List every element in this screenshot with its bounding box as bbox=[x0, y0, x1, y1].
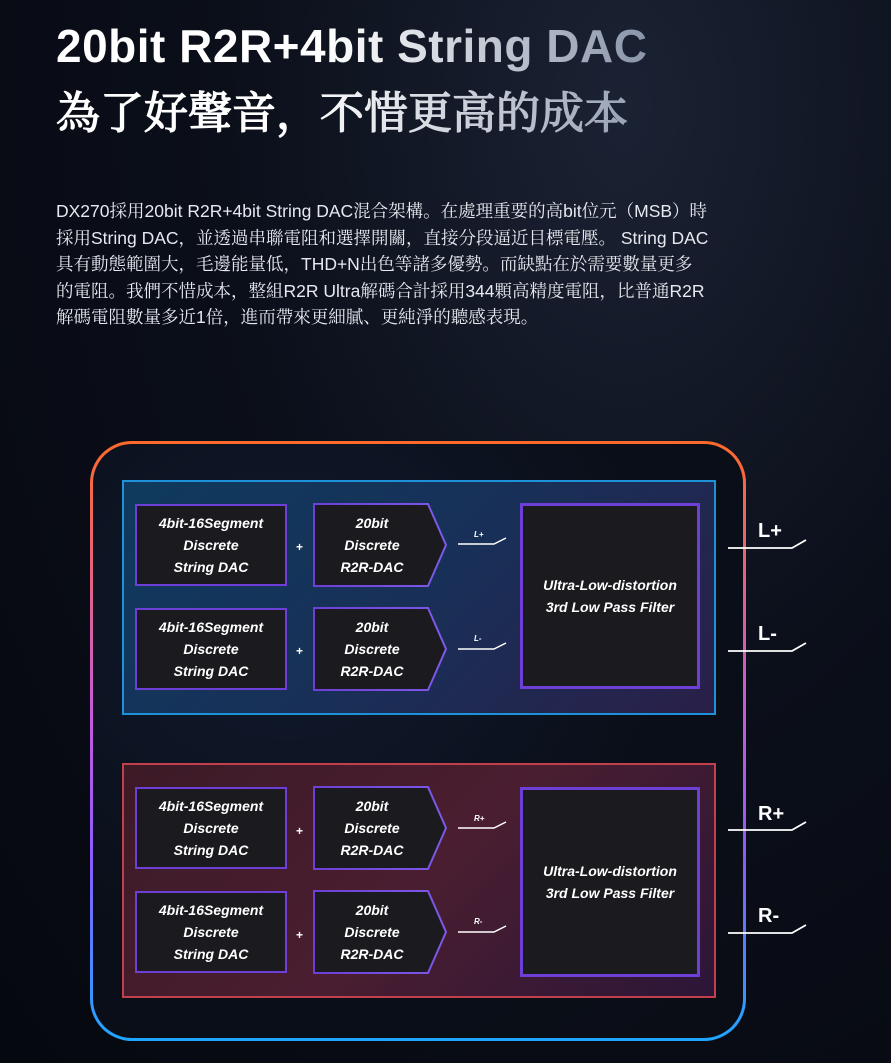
signal-line-r-minus bbox=[458, 926, 506, 932]
string-dac-block: 4bit-16Segment Discrete String DAC bbox=[135, 891, 287, 973]
signal-label-l-minus: L- bbox=[474, 634, 482, 643]
low-pass-filter-block: Ultra-Low-distortion 3rd Low Pass Filter bbox=[520, 503, 700, 689]
low-pass-filter-block: Ultra-Low-distortion 3rd Low Pass Filter bbox=[520, 787, 700, 977]
page-subtitle: 為了好聲音，不惜更高的成本 bbox=[56, 86, 628, 142]
signal-label-r-plus: R+ bbox=[474, 814, 485, 823]
output-label-l-minus: L- bbox=[758, 623, 777, 645]
r2r-dac-block: 20bit Discrete R2R-DAC bbox=[340, 515, 404, 575]
plus-sign: + bbox=[296, 540, 304, 554]
string-dac-block: 4bit-16Segment Discrete String DAC bbox=[135, 504, 287, 586]
plus-sign: + bbox=[296, 928, 304, 942]
output-label-r-plus: R+ bbox=[758, 803, 785, 825]
plus-sign: + bbox=[296, 644, 304, 658]
description-line: 的電阻。我們不惜成本，整組R2R Ultra解碼合計採用344顆高精度電阻，比普通R2R bbox=[56, 280, 705, 301]
r2r-dac-block: 20bit Discrete R2R-DAC bbox=[340, 798, 404, 858]
description-line: 具有動態範圍大，毛邊能量低，THD+N出色等諸多優勢。而缺點在於需要數量更多 bbox=[56, 254, 693, 274]
description-line: 採用String DAC，並透過串聯電阻和選擇開關，直接分段逼近目標電壓。 String DAC bbox=[56, 227, 709, 248]
r2r-dac-block: 20bit Discrete R2R-DAC bbox=[340, 619, 404, 679]
signal-label-l-plus: L+ bbox=[474, 530, 484, 539]
plus-sign: + bbox=[296, 824, 304, 838]
output-label-r-minus: R- bbox=[758, 905, 780, 927]
page-title: 20bit R2R+4bit String DAC bbox=[56, 20, 648, 72]
string-dac-block: 4bit-16Segment Discrete String DAC bbox=[135, 787, 287, 869]
string-dac-block: 4bit-16Segment Discrete String DAC bbox=[135, 608, 287, 690]
description-line: DX270採用20bit R2R+4bit String DAC混合架構。在處理重要的高bit位元（MSB）時 bbox=[56, 201, 708, 221]
signal-label-r-minus: R- bbox=[474, 917, 483, 926]
signal-line-l-minus bbox=[458, 643, 506, 649]
output-label-l-plus: L+ bbox=[758, 520, 782, 542]
description-line: 解碼電阻數量多近1倍，進而帶來更細膩、更純淨的聽感表現。 bbox=[56, 307, 539, 327]
r2r-dac-block: 20bit Discrete R2R-DAC bbox=[340, 902, 404, 962]
